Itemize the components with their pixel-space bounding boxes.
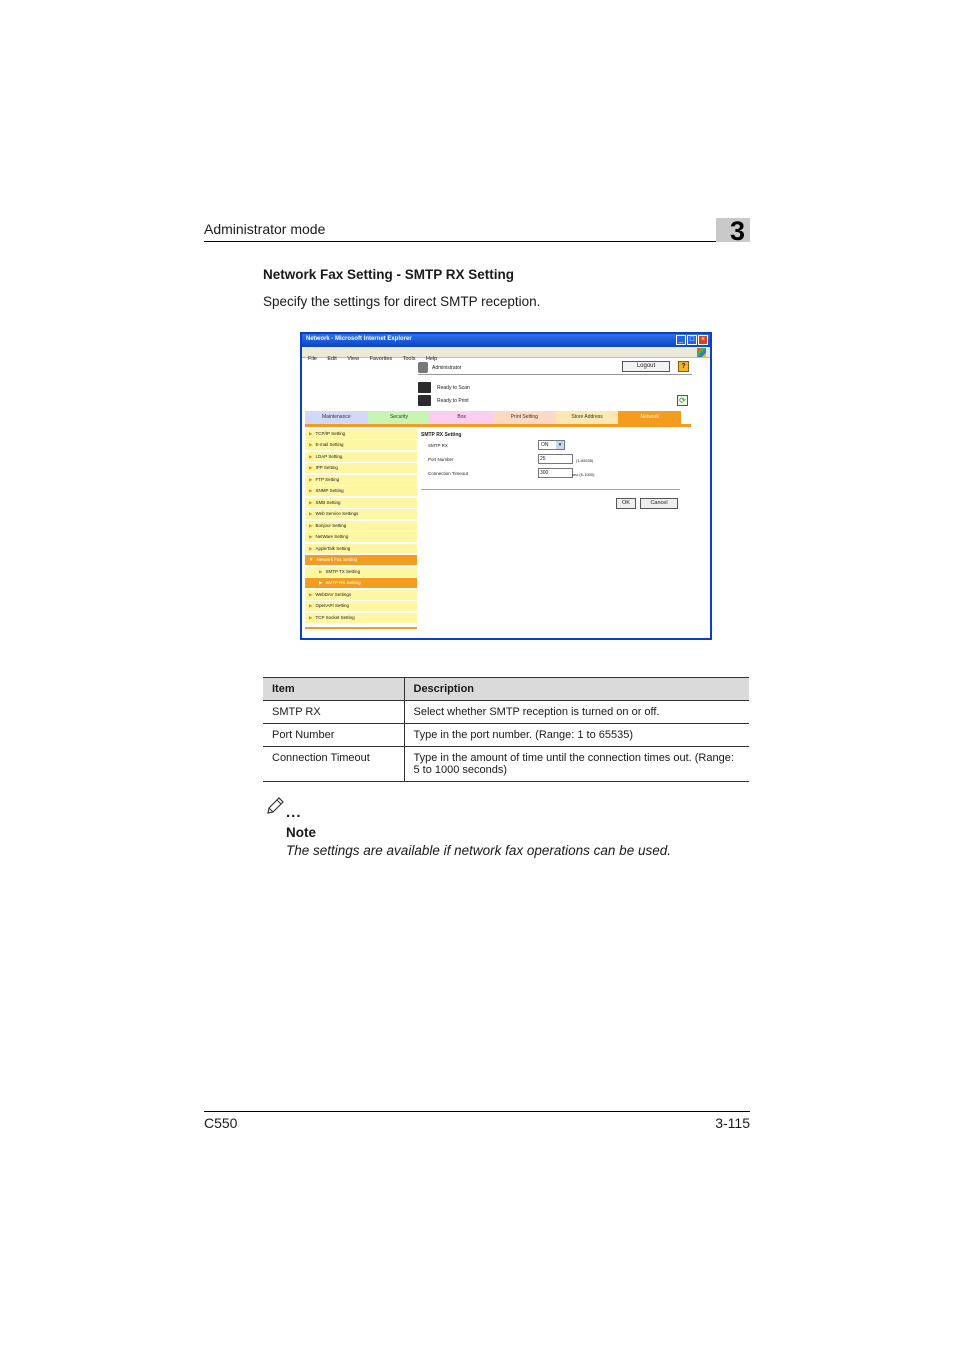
table-row	[263, 724, 749, 747]
footer-rule	[204, 1111, 750, 1112]
browser-screenshot	[300, 332, 712, 640]
menu-edit[interactable]: Edit	[327, 356, 337, 362]
table-row	[263, 747, 749, 782]
window-titlebar	[302, 334, 710, 347]
timeout-range-hint: sec.(5-1000)	[572, 472, 595, 477]
tab-rule	[305, 424, 691, 427]
nav-bonjour[interactable]: ▶ Bonjour Setting	[305, 521, 417, 531]
menu-file[interactable]: File	[308, 356, 317, 362]
menu-tools[interactable]: Tools	[402, 356, 416, 362]
window-title: Network - Microsoft Internet Explorer	[306, 336, 412, 342]
nav-tcpip[interactable]: ▶ TCP/IP Setting	[305, 429, 417, 439]
minimize-icon[interactable]: _	[676, 335, 686, 345]
panel-title: SMTP RX Setting	[421, 432, 462, 438]
scanner-icon	[418, 382, 431, 393]
nav-smtp-rx[interactable]: ▶ SMTP RX Setting	[305, 578, 417, 588]
menu-favorites[interactable]: Favorites	[369, 356, 393, 362]
note-title: Note	[286, 825, 316, 840]
timeout-input[interactable]: 300	[538, 468, 573, 478]
timeout-label: Connection Timeout	[428, 471, 469, 476]
ok-button[interactable]: OK	[616, 498, 636, 509]
menu-bar	[302, 347, 710, 362]
smtp-rx-label: SMTP RX	[428, 443, 448, 448]
section-intro: Specify the settings for direct SMTP reception.	[263, 294, 541, 309]
pencil-note-icon	[265, 796, 285, 816]
left-nav	[305, 429, 417, 631]
tab-store-address[interactable]: Store Address	[556, 411, 619, 424]
table-cell-item: Port Number	[263, 724, 404, 747]
footer-page-number: 3-115	[715, 1115, 750, 1131]
tab-box[interactable]: Box	[430, 411, 493, 424]
note-text: The settings are available if network fax operations can be used.	[286, 843, 671, 858]
admin-user-icon	[418, 362, 428, 373]
chevron-down-icon[interactable]: ▾	[556, 441, 564, 449]
nav-openapi[interactable]: ▶ OpenAPI Setting	[305, 601, 417, 611]
table-cell-item: Connection Timeout	[263, 747, 404, 782]
nav-ldap[interactable]: ▶ LDAP Setting	[305, 452, 417, 462]
close-icon[interactable]: ×	[698, 335, 708, 345]
tab-maintenance[interactable]: Maintenance	[305, 411, 368, 424]
table-cell-item: SMTP RX	[263, 701, 404, 724]
status-scan-text: Ready to Scan	[437, 385, 470, 391]
table-cell-description: Type in the port number. (Range: 1 to 65535)	[404, 724, 749, 747]
table-cell-description: Select whether SMTP reception is turned on or off.	[404, 701, 749, 724]
table-row	[263, 701, 749, 724]
nav-ipp[interactable]: ▶ IPP Setting	[305, 463, 417, 473]
nav-webdav[interactable]: ▶ WebDAV Settings	[305, 590, 417, 600]
chapter-number: 3	[730, 216, 746, 246]
table-header-row	[263, 678, 749, 701]
settings-table	[263, 677, 749, 782]
nav-tcp-socket[interactable]: ▶ TCP Socket Setting	[305, 613, 417, 623]
printer-icon	[418, 395, 431, 406]
maximize-icon[interactable]: □	[687, 335, 697, 345]
port-number-input[interactable]: 25	[538, 454, 573, 464]
admin-row	[418, 361, 692, 375]
header-title: Administrator mode	[204, 221, 326, 237]
header-rule	[204, 241, 750, 242]
logout-button[interactable]: Logout	[622, 361, 670, 372]
smtp-rx-select[interactable]	[538, 440, 565, 450]
nav-email[interactable]: ▶ E-mail Setting	[305, 440, 417, 450]
refresh-icon[interactable]: ⟳	[677, 395, 688, 406]
help-icon[interactable]: ?	[678, 361, 689, 372]
table-cell-description: Type in the amount of time until the connection times out. (Range: 5 to 1000 seconds)	[404, 747, 749, 782]
tab-bar	[305, 411, 681, 424]
cancel-button[interactable]: Cancel	[640, 498, 678, 509]
tab-print-setting[interactable]: Print Setting	[493, 411, 556, 424]
nav-snmp[interactable]: ▶ SNMP Setting	[305, 486, 417, 496]
nav-network-fax[interactable]: ▼ Network Fax Setting	[305, 555, 417, 565]
nav-appletalk[interactable]: ▶ AppleTalk Setting	[305, 544, 417, 554]
table-header-item: Item	[263, 678, 404, 701]
settings-panel	[420, 429, 682, 529]
port-number-label: Port Number	[428, 457, 454, 462]
admin-label: Administrator	[432, 365, 462, 371]
panel-rule	[421, 489, 680, 490]
nav-smb[interactable]: ▶ SMB Setting	[305, 498, 417, 508]
footer-model: C550	[204, 1115, 238, 1131]
tab-security[interactable]: Security	[368, 411, 431, 424]
nav-bottom-rule	[305, 627, 417, 629]
nav-smtp-tx[interactable]: ▶ SMTP TX Setting	[305, 567, 417, 577]
smtp-rx-value: ON	[541, 442, 549, 448]
nav-netware[interactable]: ▶ NetWare Setting	[305, 532, 417, 542]
table-header-description: Description	[404, 678, 749, 701]
tab-network[interactable]: Network	[618, 411, 681, 424]
section-title: Network Fax Setting - SMTP RX Setting	[263, 267, 515, 282]
status-print-text: Ready to Print	[437, 398, 469, 404]
note-dots: ...	[286, 804, 302, 821]
nav-web-service[interactable]: ▶ Web Service Settings	[305, 509, 417, 519]
menu-help[interactable]: Help	[425, 356, 438, 362]
port-range-hint: (1-65535)	[576, 458, 594, 463]
nav-ftp[interactable]: ▶ FTP Setting	[305, 475, 417, 485]
windows-logo-icon	[697, 348, 706, 357]
menu-view[interactable]: View	[347, 356, 360, 362]
